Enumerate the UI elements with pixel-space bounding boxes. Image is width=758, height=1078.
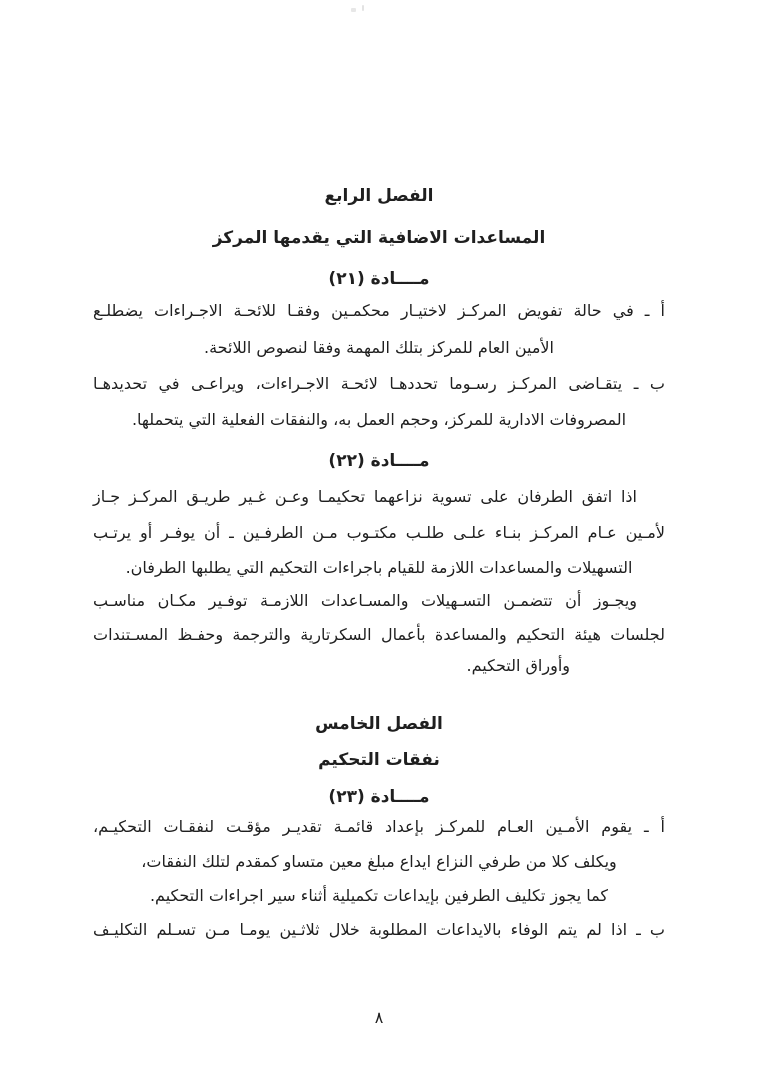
text-line: ويجـوز أن تتضمـن التسـهيلات والمسـاعدات اللازمـة توفـير مكـان مناسـب (93, 591, 637, 610)
text-line: ويكلف كلا من طرفي النزاع ايداع مبلغ معين متساو كمقدم لتلك النفقات، (141, 852, 617, 871)
chapter-title: الفصل الخامس (315, 714, 443, 734)
text-line: الأمين العام للمركز بتلك المهمة وفقا لنصوص اللائحة. (204, 338, 554, 357)
page-number: ٨ (374, 1008, 384, 1027)
text-line: ب ـ يتقـاضى المركـز رسـوما تحددهـا لائحـة الاجـراءات، ويراعـى في تحديدهـا (93, 374, 665, 393)
scan-artifact-dot (362, 5, 364, 11)
text-line: كما يجوز تكليف الطرفين بإيداعات تكميلية أثناء سير اجراءات التحكيم. (149, 886, 609, 905)
chapter-subtitle: نفقات التحكيم (318, 750, 440, 770)
article-heading: مــــادة (٢٢) (328, 451, 430, 471)
article-heading: مــــادة (٢١) (328, 269, 430, 289)
text-line: أ ـ في حالة تفويض المركـز لاختيـار محكمـين وفقـا للائحـة الاجـراءات يضطلـع (93, 301, 665, 320)
text-line: اذا اتفق الطرفان على تسوية نزاعهما تحكيمـا وعـن غـير طريـق المركـز جـاز (93, 487, 637, 506)
chapter-title: الفصل الرابع (324, 186, 434, 206)
article-heading: مــــادة (٢٣) (328, 787, 430, 807)
text-line: أ ـ يقوم الأمـين العـام للمركـز بإعداد قائمـة تقديـر مؤقـت لنفقـات التحكيـم، (93, 817, 665, 836)
text-line: لأمـين عـام المركـز بنـاء علـى طلـب مكتـوب مـن الطرفـين ـ أن يوفـر أو يرتـب (93, 523, 665, 542)
text-line: المصروفات الادارية للمركز، وحجم العمل به، والنفقات الفعلية التي يتحملها. (131, 410, 627, 429)
text-line: لجلسات هيئة التحكيم والمساعدة بأعمال السكرتارية والترجمة وحفـظ المسـتندات (93, 625, 665, 644)
text-line: ب ـ اذا لم يتم الوفاء بالايداعات المطلوبة خلال ثلاثـين يومـا مـن تسـلم التكليـف (93, 920, 665, 939)
scan-artifact-dot (351, 8, 356, 12)
text-line: وأوراق التحكيم. (466, 656, 570, 675)
chapter-subtitle: المساعدات الاضافية التي يقدمها المركز (212, 228, 546, 248)
text-line: التسهيلات والمساعدات اللازمة للقيام باجراءات التحكيم التي يطلبها الطرفان. (125, 558, 633, 577)
